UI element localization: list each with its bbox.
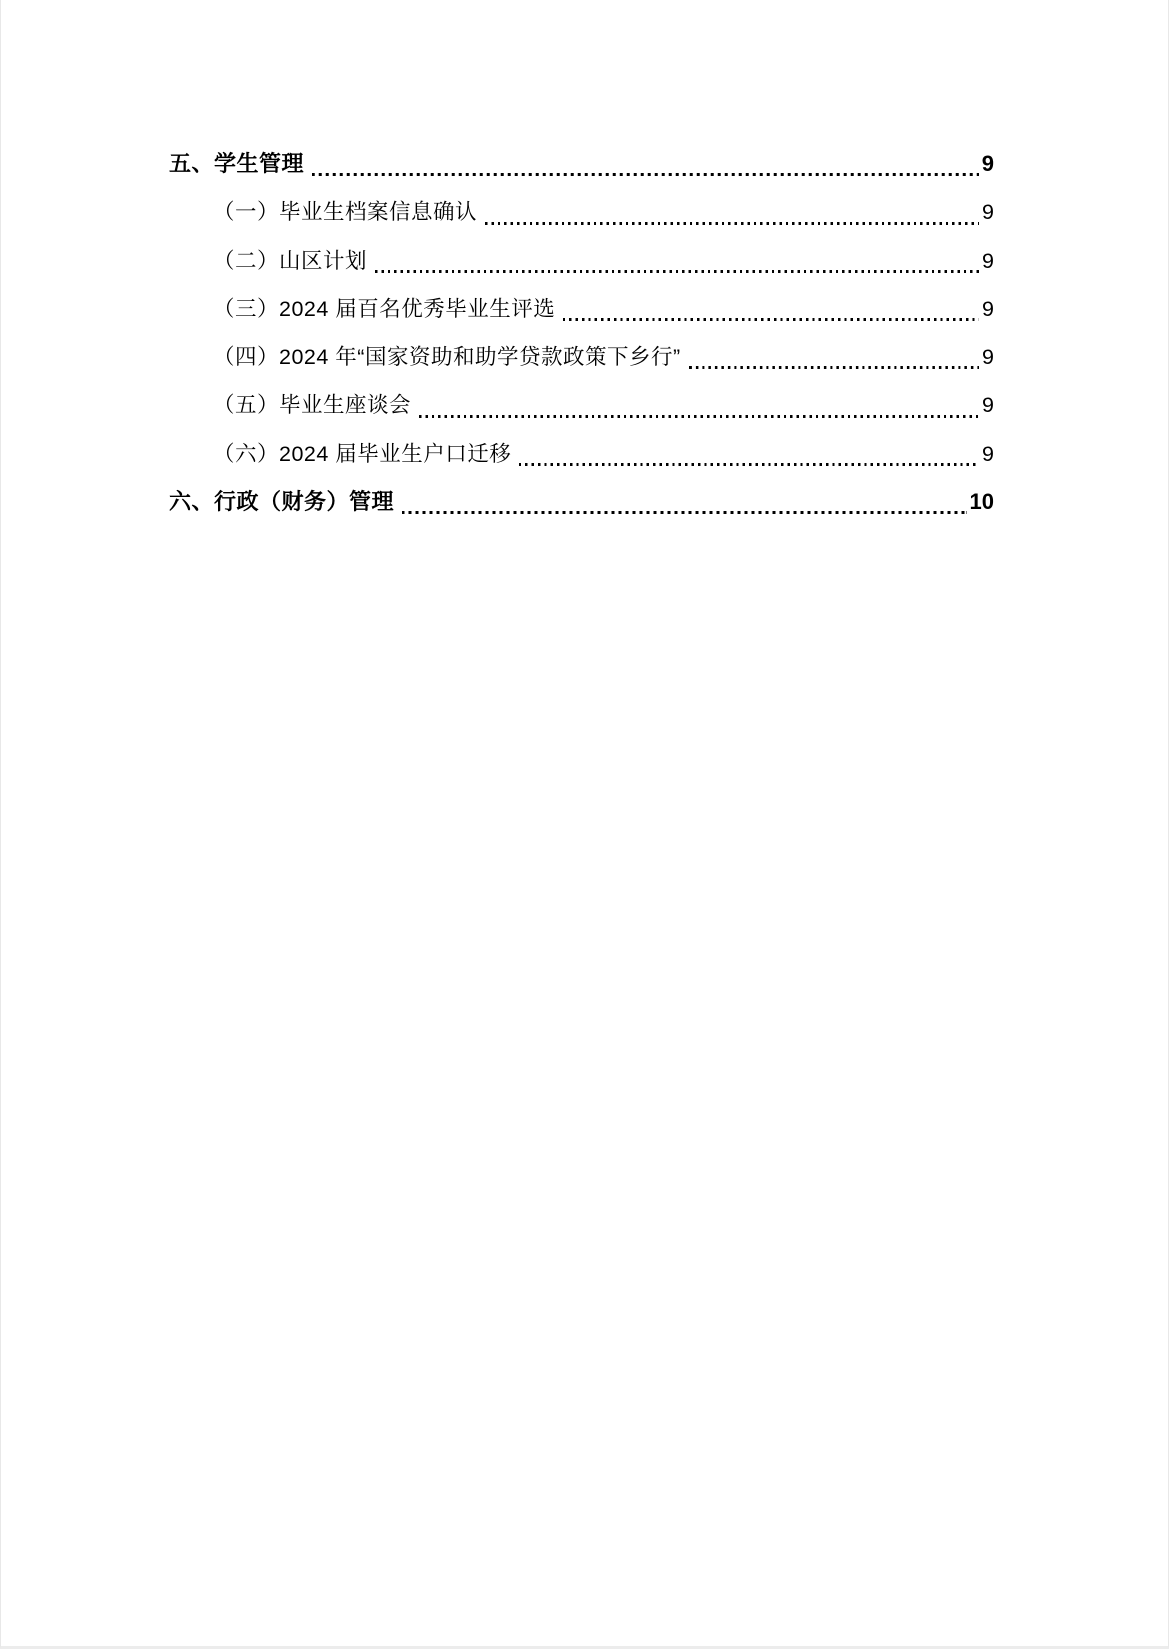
toc-entry-page: 9: [981, 151, 994, 176]
toc-entry[interactable]: [169, 188, 994, 236]
toc-entry-title: （二）山区计划: [213, 248, 368, 273]
dot-leader: [689, 366, 979, 369]
dot-leader: [419, 415, 979, 418]
toc-entry-page: 9: [982, 393, 994, 418]
toc-entry-title: （五）毕业生座谈会: [213, 393, 412, 418]
dot-leader: [402, 511, 967, 515]
dot-leader: [563, 318, 979, 321]
toc-entry[interactable]: [169, 478, 994, 526]
toc-entry-title: （四）2024 年“国家资助和助学贷款政策下乡行”: [213, 345, 681, 370]
toc-entry[interactable]: [169, 333, 994, 381]
dot-leader: [375, 270, 979, 273]
dot-leader: [312, 173, 979, 177]
toc-entry[interactable]: [169, 430, 994, 478]
toc-entry-title: （六）2024 届毕业生户口迁移: [213, 441, 512, 466]
toc-entry[interactable]: [169, 140, 994, 188]
toc-entry-title: （一）毕业生档案信息确认: [213, 200, 478, 225]
dot-leader: [485, 222, 979, 225]
toc-entry-page: 9: [982, 441, 994, 466]
toc-entry[interactable]: [169, 381, 994, 429]
toc-entry-page: 10: [969, 489, 994, 515]
toc-entry-page: 9: [982, 200, 994, 225]
toc-entry-title: （三）2024 届百名优秀毕业生评选: [213, 296, 556, 321]
toc-entry-page: 9: [982, 345, 994, 370]
dot-leader: [519, 463, 979, 466]
toc-entry[interactable]: [169, 285, 994, 333]
toc-entry-title: 五、学生管理: [169, 151, 305, 176]
toc-entry-page: 9: [982, 296, 994, 321]
toc: [169, 140, 994, 526]
toc-entry-page: 9: [982, 248, 994, 273]
toc-entry[interactable]: [169, 237, 994, 285]
toc-entry-title: 六、行政（财务）管理: [169, 489, 395, 515]
